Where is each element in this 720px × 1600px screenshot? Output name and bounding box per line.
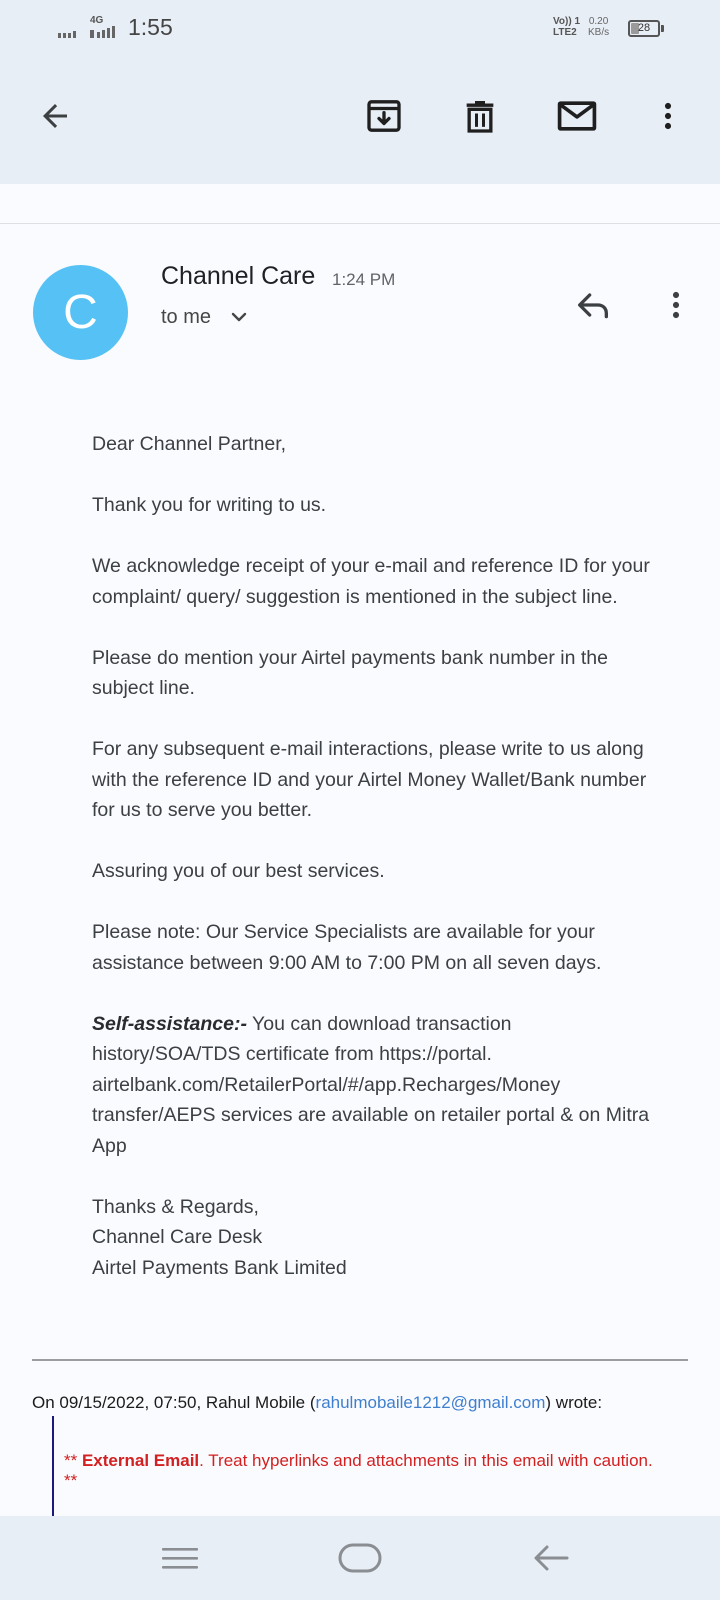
- recipient-toggle[interactable]: [161, 305, 251, 329]
- back-button[interactable]: [27, 88, 83, 144]
- archive-button[interactable]: [356, 88, 412, 144]
- back-arrow-icon: [531, 1542, 571, 1574]
- battery-icon: [628, 20, 660, 37]
- menu-icon: [160, 1543, 200, 1573]
- quote-divider: [32, 1359, 688, 1361]
- battery-level: 28: [637, 22, 651, 34]
- avatar[interactable]: C: [33, 265, 128, 360]
- quote-header: [32, 1393, 602, 1413]
- paragraph: Please do mention your Airtel payments bank number in the subject line.: [92, 646, 608, 699]
- paragraph: Please note: Our Service Specialists are available for your assistance between 9:00 AM to 7:00 PM on all seven days.: [92, 921, 602, 974]
- quote-suffix: ) wrote:: [545, 1393, 603, 1412]
- warning-prefix: **: [64, 1451, 82, 1470]
- sender-name[interactable]: Channel Care: [161, 262, 316, 290]
- more-vertical-icon: [652, 96, 684, 136]
- speed-unit: KB/s: [588, 27, 610, 38]
- quote-prefix: On 09/15/2022, 07:50, Rahul Mobile (: [32, 1393, 316, 1412]
- greeting: Dear Channel Partner,: [92, 433, 287, 455]
- home-button[interactable]: [332, 1530, 388, 1586]
- email-body: [92, 429, 662, 1283]
- divider: [0, 223, 720, 224]
- network-speed: [588, 16, 609, 38]
- mark-unread-button[interactable]: [549, 88, 605, 144]
- lte-label: LTE2: [553, 27, 577, 38]
- system-nav-bar: [0, 1516, 720, 1600]
- mail-icon: [555, 94, 599, 138]
- status-time: 1:55: [128, 14, 173, 40]
- home-icon: [338, 1542, 382, 1574]
- archive-icon: [364, 96, 404, 136]
- speed-value: 0.20: [588, 16, 609, 27]
- quote-bar: [52, 1416, 54, 1516]
- external-email-warning: [64, 1451, 664, 1491]
- warning-text: . Treat hyperlinks and attachments in this email with caution. **: [64, 1451, 653, 1490]
- top-toolbar: [0, 60, 720, 184]
- paragraph: For any subsequent e-mail interactions, please write to us along with the reference ID and your Airtel Money Wallet/Bank number for us to serve you better.: [92, 738, 647, 821]
- delete-button[interactable]: [452, 88, 508, 144]
- signature-line: Channel Care Desk: [92, 1226, 263, 1248]
- recipient-label: to me: [161, 305, 212, 328]
- paragraph: We acknowledge receipt of your e-mail and reference ID for your complaint/ query/ suggestion is mentioned in the subject line.: [92, 555, 650, 608]
- quoted-sender-email[interactable]: rahulmobaile1212@gmail.com: [315, 1393, 546, 1412]
- more-vertical-icon: [660, 285, 692, 325]
- network-type-label: 4G: [90, 15, 104, 26]
- warning-bold: External Email: [81, 1451, 200, 1470]
- reply-button[interactable]: [569, 281, 617, 329]
- volte-indicator: [553, 16, 580, 38]
- status-bar: [0, 0, 720, 60]
- self-assistance-label: Self-assistance:-: [92, 1012, 247, 1035]
- signature-line: Thanks & Regards,: [92, 1195, 259, 1218]
- volte-label: Vo)) 1: [553, 16, 581, 27]
- signal-icon: [90, 26, 124, 38]
- recent-apps-button[interactable]: [152, 1530, 208, 1586]
- chevron-down-icon: [227, 305, 251, 329]
- signature-line: Airtel Payments Bank Limited: [92, 1256, 347, 1279]
- message-more-button[interactable]: [652, 281, 700, 329]
- self-assistance-paragraph: [92, 1009, 662, 1162]
- email-time: 1:24 PM: [332, 270, 396, 289]
- trash-icon: [460, 96, 500, 136]
- back-nav-button[interactable]: [523, 1530, 579, 1586]
- reply-icon: [573, 285, 613, 325]
- self-assistance-text: You can download transaction history/SOA/TDS certificate from https://portal. airtelbank.com/RetailerPortal/#/app.Recharges/Money transfer/AEPS services are available on retailer portal & on Mitra App: [92, 1012, 650, 1157]
- battery-cap: [661, 25, 664, 32]
- paragraph: Thank you for writing to us.: [92, 494, 327, 516]
- paragraph: Assuring you of our best services.: [92, 860, 385, 882]
- signal-icon: [58, 24, 82, 38]
- back-arrow-icon: [37, 98, 73, 134]
- more-options-button[interactable]: [640, 88, 696, 144]
